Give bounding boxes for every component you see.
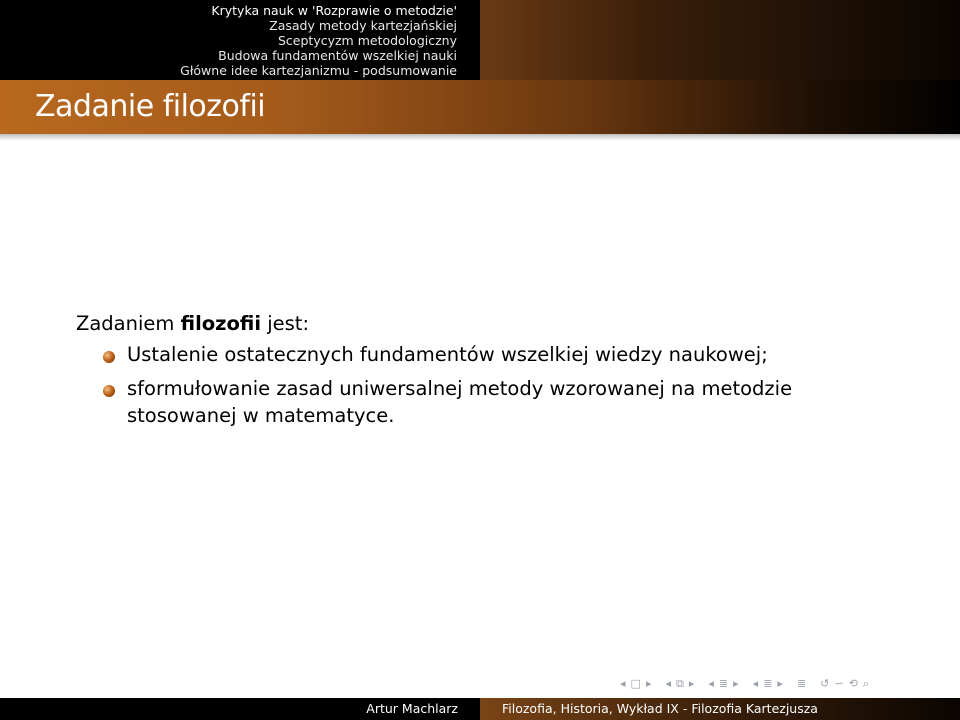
nav-prev-subsection-icon[interactable]: ◂ — [708, 677, 714, 690]
nav-next-subsection-icon[interactable]: ▸ — [733, 677, 739, 690]
section-link-glowne-idee[interactable]: Główne idee kartezjanizmu - podsumowanie — [180, 63, 457, 78]
nav-subsection-icon[interactable]: ≣ — [718, 677, 729, 690]
frame-title-bar — [0, 80, 960, 134]
bullet-ball-icon — [103, 385, 115, 397]
nav-section-icon[interactable]: ≣ — [763, 677, 773, 690]
list-item — [76, 341, 896, 368]
footline — [0, 698, 960, 720]
frame-title-shadow — [0, 134, 960, 141]
section-link-budowa[interactable]: Budowa fundamentów wszelkiej nauki — [218, 48, 457, 63]
section-link-zasady[interactable]: Zasady metody kartezjańskiej — [269, 18, 457, 33]
intro-bold-term: filozofii — [180, 312, 262, 335]
list-item — [76, 375, 896, 429]
nav-document-icon[interactable]: ≣ — [796, 677, 807, 690]
footline-author-box — [0, 698, 480, 720]
nav-undo-icon[interactable]: ⟲ — [848, 677, 858, 690]
section-link-sceptycyzm[interactable]: Sceptycyzm metodologiczny — [278, 33, 457, 48]
footline-title: Filozofia, Historia, Wykład IX - Filozofia Kartezjusza — [502, 701, 818, 716]
headline-decoration — [480, 0, 960, 80]
bullet-list — [76, 341, 896, 429]
footline-title-box — [480, 698, 960, 720]
list-item-text: Ustalenie ostatecznych fundamentów wszelkiej wiedzy naukowej; — [127, 343, 768, 366]
nav-prev-slide-icon[interactable]: ◂ — [620, 677, 626, 690]
intro-prefix: Zadaniem — [76, 312, 181, 335]
nav-next-section-icon[interactable]: ▸ — [777, 677, 783, 690]
nav-frame-icon[interactable]: ⧉ — [676, 677, 684, 690]
headline-bar — [0, 0, 960, 80]
navigation-symbols — [620, 675, 956, 693]
nav-next-slide-icon[interactable]: ▸ — [645, 677, 652, 690]
nav-slide-icon[interactable]: □ — [630, 677, 641, 690]
section-link-krytyka[interactable]: Krytyka nauk w 'Rozprawie o metodzie' — [211, 3, 457, 18]
nav-prev-frame-icon[interactable]: ◂ — [665, 677, 671, 690]
nav-next-frame-icon[interactable]: ▸ — [688, 677, 695, 690]
nav-back-icon[interactable]: ↺ — [820, 677, 830, 690]
intro-sentence — [76, 309, 896, 339]
nav-prev-section-icon[interactable]: ◂ — [752, 677, 759, 690]
intro-suffix: jest: — [261, 312, 310, 335]
nav-forward-icon[interactable]: ∽ — [834, 677, 844, 690]
list-item-text: sformułowanie zasad uniwersalnej metody wzorowanej na metodzie stosowanej w matematyce. — [127, 377, 793, 427]
section-navigation — [0, 0, 480, 80]
footline-author: Artur Machlarz — [366, 701, 458, 716]
nav-search-icon[interactable]: ⌕ — [862, 677, 869, 690]
frame-title: Zadanie filozofii — [35, 89, 266, 124]
slide-content — [76, 309, 896, 436]
bullet-ball-icon — [103, 351, 115, 363]
